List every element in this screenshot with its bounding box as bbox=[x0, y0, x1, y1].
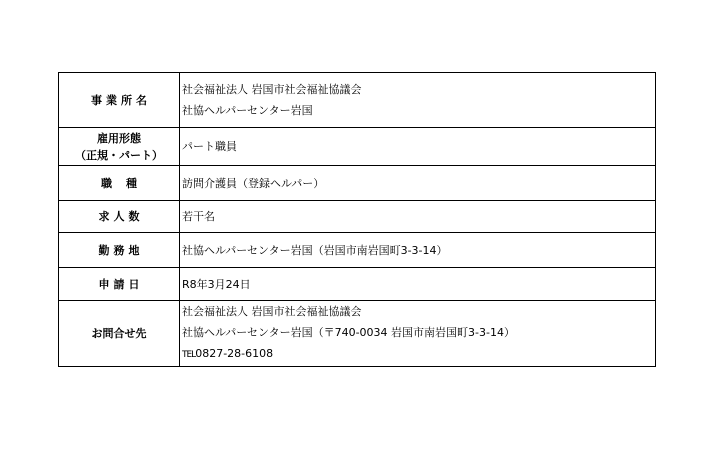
label-employment-type-text: 雇用形態 bbox=[97, 131, 141, 145]
application-date-text: R8年3月24日 bbox=[182, 277, 251, 291]
value-application-date bbox=[180, 268, 656, 301]
label-application-date bbox=[59, 268, 180, 301]
label-job-type-text: 職種 bbox=[101, 176, 151, 190]
openings-text: 若干名 bbox=[182, 210, 215, 223]
office-corporation-name: 社会福祉法人 岩国市社会福祉協議会 bbox=[182, 83, 362, 96]
value-employment-type bbox=[180, 128, 656, 166]
row-work-location bbox=[59, 233, 656, 268]
value-job-type bbox=[180, 166, 656, 201]
label-employment-type-note: （正規・パート） bbox=[75, 148, 163, 162]
label-work-location bbox=[59, 233, 180, 268]
row-office-name bbox=[59, 73, 656, 128]
label-application-date-text: 申請日 bbox=[98, 277, 144, 291]
value-openings bbox=[180, 201, 656, 233]
label-contact bbox=[59, 301, 180, 367]
label-office-name-text: 事業所名 bbox=[91, 93, 151, 107]
job-type-text: 訪問介護員（登録ヘルパー） bbox=[182, 176, 325, 190]
label-office-name bbox=[59, 73, 180, 128]
job-info-table bbox=[58, 72, 656, 367]
tel-mark: TEL bbox=[182, 350, 196, 360]
value-work-location bbox=[180, 233, 656, 268]
label-contact-text: お問合せ先 bbox=[91, 327, 147, 340]
row-contact bbox=[59, 301, 656, 367]
label-employment-type bbox=[59, 128, 180, 166]
label-work-location-text: 勤務地 bbox=[98, 243, 144, 257]
value-contact bbox=[180, 301, 656, 367]
work-location-text: 社協ヘルパーセンター岩国（岩国市南岩国町3-3-14） bbox=[182, 243, 448, 257]
contact-phone bbox=[182, 343, 655, 366]
row-openings bbox=[59, 201, 656, 233]
employment-type-text: パート職員 bbox=[182, 140, 237, 153]
label-job-type bbox=[59, 166, 180, 201]
value-office-name bbox=[180, 73, 656, 128]
label-openings-text: 求人数 bbox=[98, 210, 144, 223]
office-center-name: 社協ヘルパーセンター岩国 bbox=[182, 104, 313, 117]
row-employment-type bbox=[59, 128, 656, 166]
contact-phone-number: 0827-28-6108 bbox=[195, 347, 274, 360]
row-application-date bbox=[59, 268, 656, 301]
row-job-type bbox=[59, 166, 656, 201]
label-openings bbox=[59, 201, 180, 233]
contact-corporation-name: 社会福祉法人 岩国市社会福祉協議会 bbox=[182, 305, 362, 318]
contact-address: 社協ヘルパーセンター岩国（〒740-0034 岩国市南岩国町3-3-14） bbox=[182, 326, 515, 339]
